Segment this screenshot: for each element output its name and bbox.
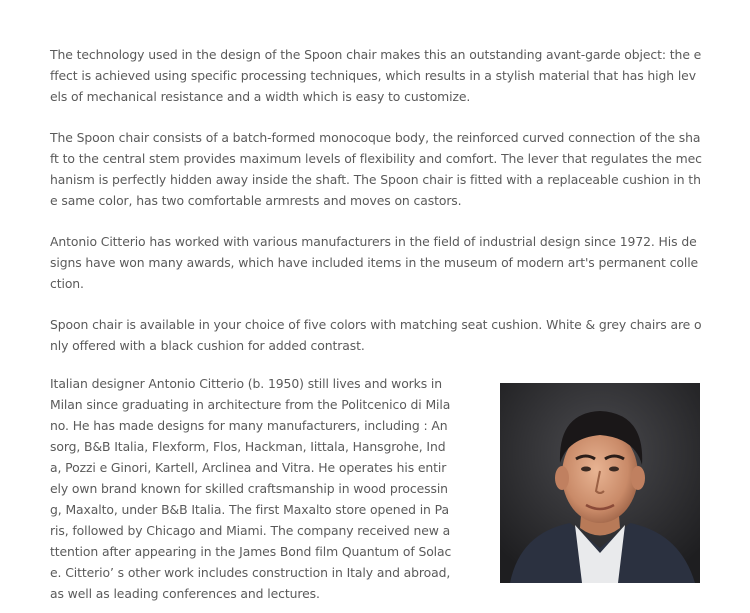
paragraph-construction: The Spoon chair consists of a batch-formed monocoque body, the reinforced curved connection of the shaft to the central stem provides maximum levels of flexibility and comfort. The lever that regulates the mechanism is perfectly hidden away inside the shaft. The Spoon chair is fitted with a replaceable cushion in the same color, has two comfortable armrests and moves on castors. [50, 130, 702, 208]
designer-bio-section [50, 373, 702, 613]
paragraph-colors: Spoon chair is available in your choice of five colors with matching seat cushion. White & grey chairs are only offered with a black cushion for added contrast. [50, 317, 702, 353]
designer-portrait [500, 383, 700, 583]
designer-bio-text: Italian designer Antonio Citterio (b. 1950) still lives and works in Milan since graduating in architecture from the Politcenico di Milano. He has made designs for many manufacturers, including : Ansorg, B&B Italia, Flexform, Flos, Hackman, Iittala, Hansgrohe, Inda, Pozzi e Ginori, Kartell, Arclinea and Vitra. He operates his entirely own brand known for skilled craftsmanship in wood processing, Maxalto, under B&B Italia. The first Maxalto store opened in Paris, followed by Chicago and Miami. The company received new attention after appearing in the James Bond film Quantum of Solace. Citterio’ s other work includes construction in Italy and abroad, as well as leading conferences and lectures. [50, 376, 452, 601]
paragraph-technology: The technology used in the design of the Spoon chair makes this an outstanding avant-garde object: the effect is achieved using specific processing techniques, which results in a stylish material that has high levels of mechanical resistance and a width which is easy to customize. [50, 47, 702, 104]
designer-portrait-image [500, 383, 700, 583]
article-content [50, 44, 702, 613]
paragraph-designer-history: Antonio Citterio has worked with various manufacturers in the field of industrial design since 1972. His designs have won many awards, which have included items in the museum of modern art's permanent collection. [50, 234, 699, 291]
